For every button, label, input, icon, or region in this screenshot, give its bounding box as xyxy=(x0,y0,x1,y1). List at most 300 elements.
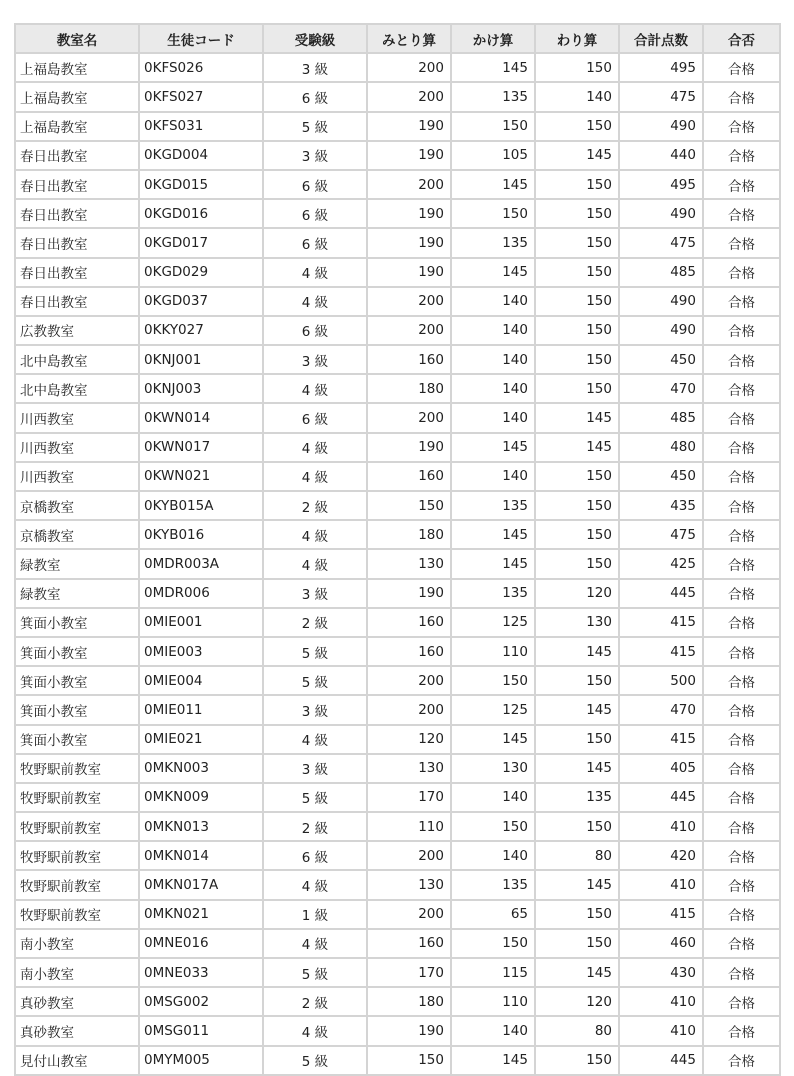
table-row xyxy=(15,900,780,929)
wari-score-cell: 145 xyxy=(535,870,619,899)
student-code-cell: 0MSG011 xyxy=(139,1016,263,1045)
classroom-cell: 牧野駅前教室 xyxy=(15,783,139,812)
kake-score-cell: 140 xyxy=(451,403,535,432)
mitori-score-cell: 110 xyxy=(367,812,451,841)
total-score-cell: 415 xyxy=(619,725,703,754)
wari-score-cell: 150 xyxy=(535,725,619,754)
result-cell: 合格 xyxy=(703,695,780,724)
kake-score-cell: 105 xyxy=(451,141,535,170)
result-cell: 合格 xyxy=(703,870,780,899)
kake-score-cell: 140 xyxy=(451,1016,535,1045)
result-cell: 合格 xyxy=(703,725,780,754)
wari-score-cell: 80 xyxy=(535,1016,619,1045)
kake-score-cell: 115 xyxy=(451,958,535,987)
mitori-score-cell: 190 xyxy=(367,433,451,462)
total-score-cell: 450 xyxy=(619,345,703,374)
wari-score-cell: 150 xyxy=(535,53,619,82)
table-row xyxy=(15,1046,780,1075)
classroom-cell: 牧野駅前教室 xyxy=(15,900,139,929)
student-code-cell: 0MDR003A xyxy=(139,549,263,578)
mitori-score-cell: 130 xyxy=(367,870,451,899)
student-code-cell: 0KWN017 xyxy=(139,433,263,462)
classroom-cell: 牧野駅前教室 xyxy=(15,812,139,841)
classroom-cell: 川西教室 xyxy=(15,403,139,432)
grade-cell: 5 級 xyxy=(263,666,367,695)
table-row xyxy=(15,433,780,462)
total-score-cell: 500 xyxy=(619,666,703,695)
result-cell: 合格 xyxy=(703,666,780,695)
kake-score-cell: 140 xyxy=(451,374,535,403)
table-row xyxy=(15,783,780,812)
student-code-cell: 0MKN003 xyxy=(139,754,263,783)
kake-score-cell: 135 xyxy=(451,870,535,899)
total-score-cell: 425 xyxy=(619,549,703,578)
classroom-cell: 見付山教室 xyxy=(15,1046,139,1075)
student-code-cell: 0MKN009 xyxy=(139,783,263,812)
grade-cell: 3 級 xyxy=(263,754,367,783)
table-row xyxy=(15,958,780,987)
mitori-score-cell: 150 xyxy=(367,491,451,520)
table-row xyxy=(15,520,780,549)
result-cell: 合格 xyxy=(703,228,780,257)
student-code-cell: 0MIE021 xyxy=(139,725,263,754)
wari-score-cell: 120 xyxy=(535,987,619,1016)
kake-score-cell: 125 xyxy=(451,608,535,637)
wari-score-cell: 150 xyxy=(535,374,619,403)
mitori-score-cell: 190 xyxy=(367,258,451,287)
total-score-cell: 410 xyxy=(619,812,703,841)
result-cell: 合格 xyxy=(703,316,780,345)
student-code-cell: 0MNE016 xyxy=(139,929,263,958)
grade-cell: 1 級 xyxy=(263,900,367,929)
wari-score-cell: 150 xyxy=(535,112,619,141)
classroom-cell: 京橋教室 xyxy=(15,491,139,520)
mitori-score-cell: 190 xyxy=(367,579,451,608)
grade-cell: 6 級 xyxy=(263,199,367,228)
result-cell: 合格 xyxy=(703,141,780,170)
table-row xyxy=(15,579,780,608)
total-header: 合計点数 xyxy=(619,24,703,53)
grade-cell: 6 級 xyxy=(263,316,367,345)
mitori-score-cell: 200 xyxy=(367,287,451,316)
wari-score-cell: 150 xyxy=(535,228,619,257)
result-cell: 合格 xyxy=(703,637,780,666)
result-cell: 合格 xyxy=(703,462,780,491)
kake-score-cell: 145 xyxy=(451,549,535,578)
student-code-cell: 0MKN021 xyxy=(139,900,263,929)
total-score-cell: 415 xyxy=(619,637,703,666)
wari-score-cell: 150 xyxy=(535,199,619,228)
mitori-score-cell: 120 xyxy=(367,725,451,754)
classroom-cell: 緑教室 xyxy=(15,579,139,608)
student-code-cell: 0KNJ001 xyxy=(139,345,263,374)
kake-score-cell: 140 xyxy=(451,462,535,491)
kake-score-cell: 135 xyxy=(451,491,535,520)
table-row xyxy=(15,929,780,958)
result-cell: 合格 xyxy=(703,82,780,111)
kake-score-cell: 140 xyxy=(451,345,535,374)
mitori-score-cell: 190 xyxy=(367,112,451,141)
grade-cell: 4 級 xyxy=(263,725,367,754)
grade-cell: 4 級 xyxy=(263,374,367,403)
total-score-cell: 490 xyxy=(619,287,703,316)
total-score-cell: 410 xyxy=(619,870,703,899)
result-cell: 合格 xyxy=(703,199,780,228)
wari-score-cell: 140 xyxy=(535,82,619,111)
mitori-score-cell: 200 xyxy=(367,900,451,929)
kake-score-cell: 145 xyxy=(451,170,535,199)
kake-score-cell: 145 xyxy=(451,1046,535,1075)
classroom-cell: 上福島教室 xyxy=(15,53,139,82)
kake-score-cell: 150 xyxy=(451,812,535,841)
wari-score-cell: 80 xyxy=(535,841,619,870)
classroom-cell: 牧野駅前教室 xyxy=(15,841,139,870)
result-cell: 合格 xyxy=(703,783,780,812)
total-score-cell: 475 xyxy=(619,228,703,257)
total-score-cell: 405 xyxy=(619,754,703,783)
grade-cell: 6 級 xyxy=(263,170,367,199)
wari-score-cell: 150 xyxy=(535,345,619,374)
classroom-cell: 真砂教室 xyxy=(15,987,139,1016)
wari-score-cell: 150 xyxy=(535,549,619,578)
table-header xyxy=(15,24,780,53)
result-cell: 合格 xyxy=(703,112,780,141)
grade-cell: 4 級 xyxy=(263,520,367,549)
result-cell: 合格 xyxy=(703,287,780,316)
result-cell: 合格 xyxy=(703,987,780,1016)
classroom-cell: 上福島教室 xyxy=(15,82,139,111)
student-code-cell: 0KYB015A xyxy=(139,491,263,520)
kake-score-cell: 140 xyxy=(451,841,535,870)
mitori-score-cell: 170 xyxy=(367,783,451,812)
kake-header: かけ算 xyxy=(451,24,535,53)
result-cell: 合格 xyxy=(703,754,780,783)
kake-score-cell: 150 xyxy=(451,666,535,695)
kake-score-cell: 135 xyxy=(451,579,535,608)
table-row xyxy=(15,141,780,170)
mitori-score-cell: 200 xyxy=(367,403,451,432)
grade-cell: 5 級 xyxy=(263,1046,367,1075)
wari-score-cell: 150 xyxy=(535,929,619,958)
mitori-score-cell: 200 xyxy=(367,170,451,199)
header-row xyxy=(15,24,780,53)
table-row xyxy=(15,228,780,257)
mitori-score-cell: 190 xyxy=(367,1016,451,1045)
classroom-cell: 緑教室 xyxy=(15,549,139,578)
student-code-cell: 0MDR006 xyxy=(139,579,263,608)
grade-cell: 5 級 xyxy=(263,637,367,666)
grade-cell: 6 級 xyxy=(263,228,367,257)
mitori-score-cell: 160 xyxy=(367,929,451,958)
table-row xyxy=(15,754,780,783)
table-row xyxy=(15,549,780,578)
mitori-header: みとり算 xyxy=(367,24,451,53)
total-score-cell: 450 xyxy=(619,462,703,491)
table-body xyxy=(15,53,780,1075)
student-code-cell: 0MNE033 xyxy=(139,958,263,987)
result-cell: 合格 xyxy=(703,433,780,462)
classroom-cell: 牧野駅前教室 xyxy=(15,754,139,783)
grade-cell: 4 級 xyxy=(263,462,367,491)
student-code-cell: 0KWN021 xyxy=(139,462,263,491)
wari-score-cell: 150 xyxy=(535,666,619,695)
table-row xyxy=(15,53,780,82)
total-score-cell: 420 xyxy=(619,841,703,870)
total-score-cell: 490 xyxy=(619,316,703,345)
table-row xyxy=(15,258,780,287)
grade-cell: 4 級 xyxy=(263,287,367,316)
result-cell: 合格 xyxy=(703,374,780,403)
wari-score-cell: 150 xyxy=(535,900,619,929)
table-row xyxy=(15,287,780,316)
wari-score-cell: 145 xyxy=(535,403,619,432)
result-cell: 合格 xyxy=(703,258,780,287)
table-row xyxy=(15,345,780,374)
total-score-cell: 485 xyxy=(619,403,703,432)
total-score-cell: 445 xyxy=(619,579,703,608)
result-cell: 合格 xyxy=(703,53,780,82)
classroom-cell: 春日出教室 xyxy=(15,228,139,257)
wari-score-cell: 130 xyxy=(535,608,619,637)
mitori-score-cell: 200 xyxy=(367,82,451,111)
wari-score-cell: 150 xyxy=(535,258,619,287)
wari-score-cell: 145 xyxy=(535,695,619,724)
student-code-cell: 0MIE001 xyxy=(139,608,263,637)
classroom-cell: 南小教室 xyxy=(15,958,139,987)
mitori-score-cell: 160 xyxy=(367,637,451,666)
grade-cell: 5 級 xyxy=(263,958,367,987)
total-score-cell: 410 xyxy=(619,1016,703,1045)
wari-score-cell: 145 xyxy=(535,433,619,462)
student-code-cell: 0KFS026 xyxy=(139,53,263,82)
classroom-cell: 北中島教室 xyxy=(15,345,139,374)
total-score-cell: 435 xyxy=(619,491,703,520)
mitori-score-cell: 130 xyxy=(367,754,451,783)
kake-score-cell: 150 xyxy=(451,112,535,141)
classroom-cell: 北中島教室 xyxy=(15,374,139,403)
kake-score-cell: 140 xyxy=(451,783,535,812)
kake-score-cell: 110 xyxy=(451,637,535,666)
table-row xyxy=(15,666,780,695)
total-score-cell: 475 xyxy=(619,82,703,111)
wari-score-cell: 145 xyxy=(535,958,619,987)
student-code-cell: 0KGD015 xyxy=(139,170,263,199)
classroom-cell: 春日出教室 xyxy=(15,258,139,287)
mitori-score-cell: 160 xyxy=(367,345,451,374)
classroom-cell: 春日出教室 xyxy=(15,199,139,228)
table-row xyxy=(15,316,780,345)
table-row xyxy=(15,112,780,141)
wari-score-cell: 145 xyxy=(535,141,619,170)
student-code-cell: 0KGD029 xyxy=(139,258,263,287)
student-code-cell: 0KGD037 xyxy=(139,287,263,316)
grade-cell: 3 級 xyxy=(263,345,367,374)
wari-score-cell: 150 xyxy=(535,1046,619,1075)
mitori-score-cell: 200 xyxy=(367,666,451,695)
classroom-cell: 真砂教室 xyxy=(15,1016,139,1045)
grade-cell: 2 級 xyxy=(263,491,367,520)
results-table xyxy=(14,23,781,1076)
table-row xyxy=(15,462,780,491)
kake-score-cell: 145 xyxy=(451,433,535,462)
grade-cell: 4 級 xyxy=(263,433,367,462)
student-code-cell: 0KFS031 xyxy=(139,112,263,141)
total-score-cell: 415 xyxy=(619,900,703,929)
result-header: 合否 xyxy=(703,24,780,53)
result-cell: 合格 xyxy=(703,812,780,841)
kake-score-cell: 125 xyxy=(451,695,535,724)
total-score-cell: 470 xyxy=(619,695,703,724)
table-row xyxy=(15,725,780,754)
student-code-cell: 0MIE004 xyxy=(139,666,263,695)
result-cell: 合格 xyxy=(703,900,780,929)
result-cell: 合格 xyxy=(703,929,780,958)
grade-cell: 4 級 xyxy=(263,929,367,958)
table-row xyxy=(15,812,780,841)
total-score-cell: 490 xyxy=(619,199,703,228)
kake-score-cell: 130 xyxy=(451,754,535,783)
grade-cell: 6 級 xyxy=(263,82,367,111)
student-code-cell: 0MKN017A xyxy=(139,870,263,899)
student-code-cell: 0KWN014 xyxy=(139,403,263,432)
result-cell: 合格 xyxy=(703,608,780,637)
student-code-cell: 0MSG002 xyxy=(139,987,263,1016)
table-row xyxy=(15,491,780,520)
grade-cell: 2 級 xyxy=(263,987,367,1016)
wari-score-cell: 145 xyxy=(535,754,619,783)
total-score-cell: 430 xyxy=(619,958,703,987)
table-row xyxy=(15,170,780,199)
student-code-cell: 0MKN014 xyxy=(139,841,263,870)
mitori-score-cell: 200 xyxy=(367,316,451,345)
table-row xyxy=(15,637,780,666)
table-row xyxy=(15,870,780,899)
result-cell: 合格 xyxy=(703,403,780,432)
classroom-cell: 広教教室 xyxy=(15,316,139,345)
table-row xyxy=(15,608,780,637)
result-cell: 合格 xyxy=(703,1016,780,1045)
wari-score-cell: 150 xyxy=(535,812,619,841)
mitori-score-cell: 130 xyxy=(367,549,451,578)
table-row xyxy=(15,1016,780,1045)
total-score-cell: 495 xyxy=(619,53,703,82)
classroom-cell: 川西教室 xyxy=(15,433,139,462)
result-cell: 合格 xyxy=(703,170,780,199)
total-score-cell: 490 xyxy=(619,112,703,141)
classroom-cell: 京橋教室 xyxy=(15,520,139,549)
classroom-cell: 川西教室 xyxy=(15,462,139,491)
student-code-cell: 0MIE003 xyxy=(139,637,263,666)
total-score-cell: 495 xyxy=(619,170,703,199)
mitori-score-cell: 160 xyxy=(367,608,451,637)
student-code-cell: 0MIE011 xyxy=(139,695,263,724)
mitori-score-cell: 190 xyxy=(367,228,451,257)
result-cell: 合格 xyxy=(703,345,780,374)
wari-score-cell: 150 xyxy=(535,287,619,316)
wari-score-cell: 150 xyxy=(535,170,619,199)
wari-score-cell: 135 xyxy=(535,783,619,812)
classroom-cell: 箕面小教室 xyxy=(15,637,139,666)
classroom-header: 教室名 xyxy=(15,24,139,53)
grade-cell: 2 級 xyxy=(263,812,367,841)
grade-cell: 4 級 xyxy=(263,258,367,287)
total-score-cell: 415 xyxy=(619,608,703,637)
kake-score-cell: 145 xyxy=(451,53,535,82)
mitori-score-cell: 150 xyxy=(367,1046,451,1075)
grade-cell: 4 級 xyxy=(263,549,367,578)
result-cell: 合格 xyxy=(703,579,780,608)
classroom-cell: 春日出教室 xyxy=(15,170,139,199)
grade-cell: 4 級 xyxy=(263,870,367,899)
result-cell: 合格 xyxy=(703,520,780,549)
kake-score-cell: 110 xyxy=(451,987,535,1016)
student-code-header: 生徒コード xyxy=(139,24,263,53)
grade-cell: 3 級 xyxy=(263,141,367,170)
mitori-score-cell: 200 xyxy=(367,695,451,724)
mitori-score-cell: 190 xyxy=(367,199,451,228)
kake-score-cell: 145 xyxy=(451,520,535,549)
result-cell: 合格 xyxy=(703,1046,780,1075)
student-code-cell: 0KYB016 xyxy=(139,520,263,549)
total-score-cell: 410 xyxy=(619,987,703,1016)
grade-cell: 3 級 xyxy=(263,53,367,82)
mitori-score-cell: 180 xyxy=(367,520,451,549)
grade-header: 受験級 xyxy=(263,24,367,53)
kake-score-cell: 140 xyxy=(451,287,535,316)
wari-score-cell: 150 xyxy=(535,462,619,491)
table-row xyxy=(15,841,780,870)
wari-score-cell: 150 xyxy=(535,491,619,520)
table-row xyxy=(15,374,780,403)
mitori-score-cell: 200 xyxy=(367,841,451,870)
result-cell: 合格 xyxy=(703,958,780,987)
classroom-cell: 箕面小教室 xyxy=(15,608,139,637)
total-score-cell: 445 xyxy=(619,1046,703,1075)
classroom-cell: 牧野駅前教室 xyxy=(15,870,139,899)
kake-score-cell: 150 xyxy=(451,199,535,228)
total-score-cell: 470 xyxy=(619,374,703,403)
result-cell: 合格 xyxy=(703,841,780,870)
mitori-score-cell: 170 xyxy=(367,958,451,987)
wari-score-cell: 150 xyxy=(535,520,619,549)
grade-cell: 3 級 xyxy=(263,579,367,608)
mitori-score-cell: 200 xyxy=(367,53,451,82)
total-score-cell: 480 xyxy=(619,433,703,462)
classroom-cell: 春日出教室 xyxy=(15,287,139,316)
table-row xyxy=(15,82,780,111)
grade-cell: 5 級 xyxy=(263,783,367,812)
mitori-score-cell: 160 xyxy=(367,462,451,491)
student-code-cell: 0KKY027 xyxy=(139,316,263,345)
grade-cell: 2 級 xyxy=(263,608,367,637)
grade-cell: 5 級 xyxy=(263,112,367,141)
wari-score-cell: 120 xyxy=(535,579,619,608)
student-code-cell: 0MYM005 xyxy=(139,1046,263,1075)
table-row xyxy=(15,199,780,228)
table-row xyxy=(15,403,780,432)
grade-cell: 3 級 xyxy=(263,695,367,724)
result-cell: 合格 xyxy=(703,549,780,578)
kake-score-cell: 135 xyxy=(451,82,535,111)
kake-score-cell: 150 xyxy=(451,929,535,958)
student-code-cell: 0KNJ003 xyxy=(139,374,263,403)
kake-score-cell: 135 xyxy=(451,228,535,257)
student-code-cell: 0MKN013 xyxy=(139,812,263,841)
wari-score-cell: 145 xyxy=(535,637,619,666)
mitori-score-cell: 190 xyxy=(367,141,451,170)
total-score-cell: 485 xyxy=(619,258,703,287)
mitori-score-cell: 180 xyxy=(367,987,451,1016)
